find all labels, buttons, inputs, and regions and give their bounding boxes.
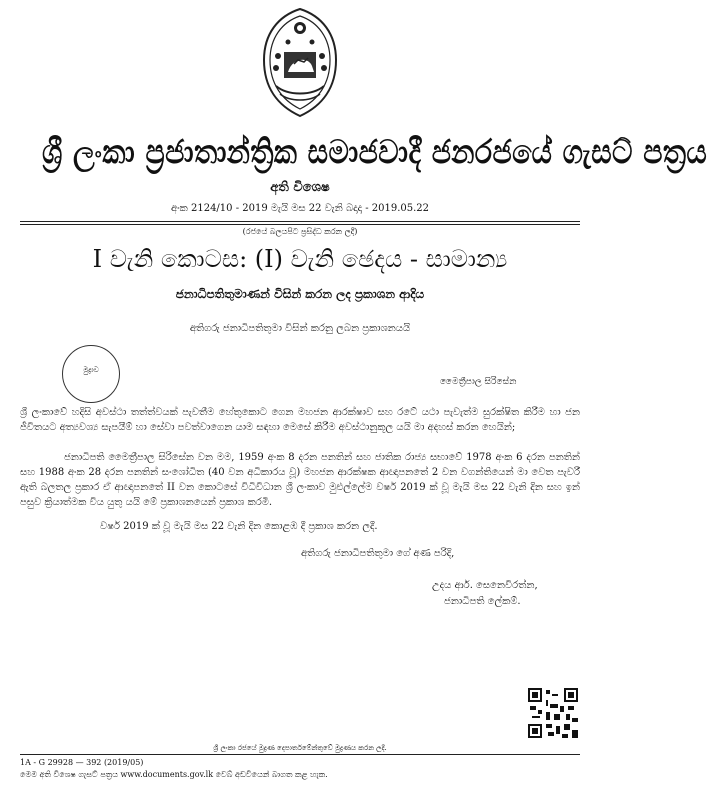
body-paragraph-2: ජනාධිපති මෛත්‍රීපාල සිරිසේන වන මම, 1959 අංක 8 දරන පනතින් සහ ජාතික රාජ්‍ය සභාවේ 1978 අංක 6 දරන පනතින් සහ 1988 අංක 28 දරන පනතින් සංශෝධිත (40 වන අධිකාරය වූ) මහජන ආරක්ෂක ආඥාපනතේ 2 වන වගන්තියෙන් මා වෙත පැවරී ඇති බලතල ප්‍රකාර ඒ ආඥාපනතේ II වන කොටසේ විධිවිධාන ශ්‍රී ලංකාව මුළුල්ලේම වර්ෂ 2019 ක් වූ මැයි මස 22 වැනි දින සහ ඉන් පසුව ක්‍රියාත්මක විය යුතු යයි මේ ප්‍රකාශනයෙන් ප්‍රකාශ කරමි. bbox=[20, 452, 580, 508]
section-heading: ජනාධිපතිතුමාණන් විසින් කරන ලද ප්‍රකාශන ආදිය bbox=[175, 287, 425, 301]
printer-line: ශ්‍රී ලංකා රජයේ මුද්‍රණ දෙපාර්තමේන්තුවේ මුද්‍රණය කරන ලදී. bbox=[213, 744, 387, 752]
issue-line: අංක 2124/10 - 2019 මැයි මස 22 වැනි බදාදා - 2019.05.22 bbox=[170, 203, 430, 214]
signatory-name-top: මෛත්‍රීපාල සිරිසේන bbox=[440, 377, 517, 387]
seal-stamp bbox=[62, 345, 120, 403]
seal-label: මුද්‍රාව bbox=[83, 366, 99, 374]
state-emblem-icon bbox=[258, 6, 342, 120]
footer-divider bbox=[20, 754, 580, 755]
body-paragraph-1: ශ්‍රී ලංකාවේ හදිසි අවස්ථා තත්ත්වයක් පැවතීම හේතුකොට ගෙන මහජන ආරක්ෂාව සහ රටේ යථා පැවැත්ම සුරක්ෂිත කිරීම හා ජන ජීවිතයට අත්‍යවශ්‍ය සැපයීම් හා සේවා පවත්වාගෙන යාම සඳහා මෙසේ කිරීම අවස්ථානුකූල යයි මා අදහස් කරන හෙයින්; bbox=[20, 407, 580, 433]
sub-heading: අතිගරු ජනාධිපතිතුමා විසින් කරනු ලබන ප්‍රකාශනයයි bbox=[189, 323, 411, 334]
published-note: (රජයේ බලයපිට ප්‍රසිද්ධ කරන ලදී) bbox=[242, 227, 358, 236]
header-divider-thin bbox=[20, 224, 580, 225]
signature-title: ජනාධිපති ලේකම්. bbox=[444, 596, 521, 607]
qr-code-icon bbox=[528, 688, 578, 738]
footer-code: 1A - G 29928 — 392 (2019/05) bbox=[20, 758, 144, 767]
gazette-subtitle: අති විශෙෂ bbox=[270, 180, 330, 195]
signature-name: උදය ආර්. සෙනෙවිරත්න, bbox=[432, 580, 538, 591]
footer-web-note: මෙම අති විශෙෂ ගැසට් පත්‍රය www.documents.gov.lk වෙබ් අඩවියෙන් බාගත කළ හැක. bbox=[20, 770, 328, 779]
closing-line: අතිගරු ජනාධිපතිතුමා ගේ අණ පරිදි, bbox=[301, 548, 455, 559]
gazette-title: ශ්‍රී ලංකා ප්‍රජාතාන්ත්‍රික සමාජවාදී ජනරජයේ ගැසට් පත්‍රය bbox=[42, 132, 707, 171]
part-heading: I වැනි කොටස: (I) වැනි ඡෙදය - සාමාන්‍ය bbox=[92, 245, 508, 273]
header-divider bbox=[20, 221, 580, 222]
body-paragraph-3: වර්ෂ 2019 ක් වූ මැයි මස 22 වැනි දින කොළඹ දී ප්‍රකාශ කරන ලදී. bbox=[100, 521, 378, 532]
